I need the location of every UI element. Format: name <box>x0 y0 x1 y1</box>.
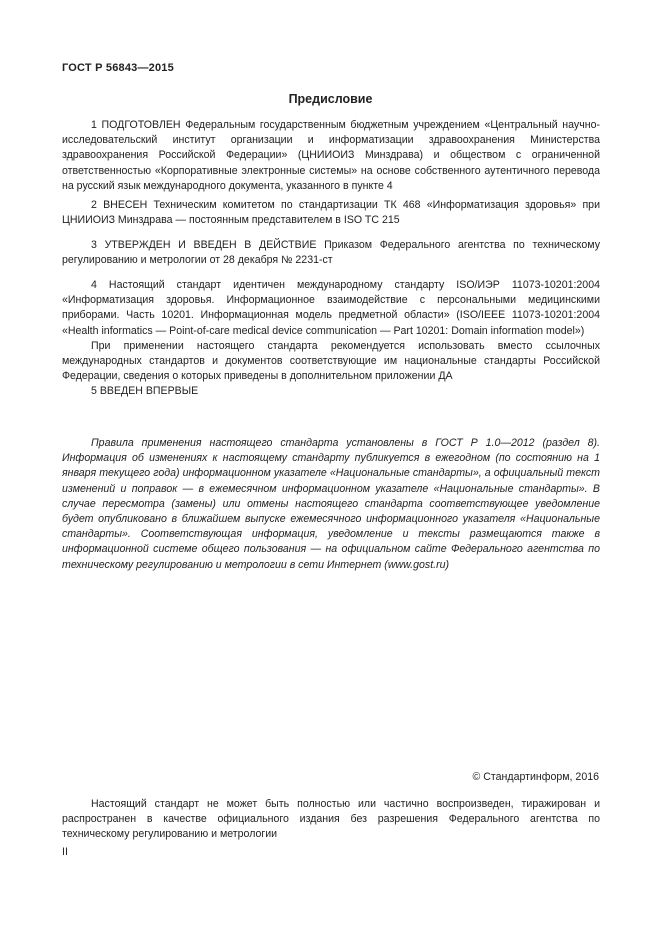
item-5 <box>62 384 600 399</box>
standard-code: ГОСТ Р 56843—2015 <box>62 62 174 74</box>
item-4-text: 4 Настоящий стандарт идентичен международному стандарту ISO/ИЭР 11073-10201:2004 «Информатизация здоровья. Информационное взаимодействие с персональными медицинскими приборами. Часть 10201. Информационная модель предметной области» (ISO/IEEE 11073-10201:2004 «Health informatics — Point-of-care medical device communication — Part 10201: Domain information model») <box>62 279 600 337</box>
page-number: II <box>62 846 68 858</box>
reproduction-notice <box>62 797 600 843</box>
item-2-text: 2 ВНЕСЕН Техническим комитетом по стандартизации ТК 468 «Информатизация здоровья» при ЦНИИОИЗ Минздрава — постоянным представителем в ISO TC 215 <box>62 199 600 227</box>
item-5-text: 5 ВВЕДЕН ВПЕРВЫЕ <box>91 385 199 397</box>
publication-notice <box>62 436 600 573</box>
item-4 <box>62 278 600 384</box>
item-1 <box>62 118 600 194</box>
publication-notice-text: Правила применения настоящего стандарта установлены в ГОСТ Р 1.0—2012 (раздел 8). Информация об изменениях к настоящему стандарту публикуется в ежегодном (по состоянию на 1 января текущего года) информационном указателе «Национальные стандарты», а официальный текст изменений и поправок — в ежемесячном информационном указателе «Национальные стандарты». В случае пересмотра (замены) или отмены настоящего стандарта соответствующее уведомление будет опубликовано в ближайшем выпуске ежемесячного информационного указателя «Национальные стандарты». Соответствующая информация, уведомление и тексты размещаются также в информационной системе общего пользования — на официальном сайте Федерального агентства по техническому регулированию и метрологии в сети Интернет (www.gost.ru) <box>62 437 600 571</box>
copyright: © Стандартинформ, 2016 <box>472 771 599 783</box>
item-2 <box>62 198 600 228</box>
item-1-text: 1 ПОДГОТОВЛЕН Федеральным государственным бюджетным учреждением «Центральный научно-исследовательский институт организации и информатизации здравоохранения Министерства здравоохранения Российской Федерации» (ЦНИИОИЗ Минздрава) и обществом с ограниченной ответственностью «Корпоративные электронные системы» на основе собственного аутентичного перевода на русский язык международного документа, указанного в пункте 4 <box>62 119 600 192</box>
item-4-note: При применении настоящего стандарта рекомендуется использовать вместо ссылочных международных стандартов и документов соответствующие им национальные стандарты Российской Федерации, сведения о которых приведены в дополнительном приложении ДА <box>62 339 600 383</box>
page-title: Предисловие <box>288 92 373 106</box>
item-3-text: 3 УТВЕРЖДЕН И ВВЕДЕН В ДЕЙСТВИЕ Приказом Федерального агентства по техническому регулированию и метрологии от 28 декабря № 2231-ст <box>62 239 600 267</box>
item-3 <box>62 238 600 268</box>
reproduction-notice-text: Настоящий стандарт не может быть полностью или частично воспроизведен, тиражирован и распространен в качестве официального издания без разрешения Федерального агентства по техническому регулированию и метрологии <box>62 798 600 841</box>
